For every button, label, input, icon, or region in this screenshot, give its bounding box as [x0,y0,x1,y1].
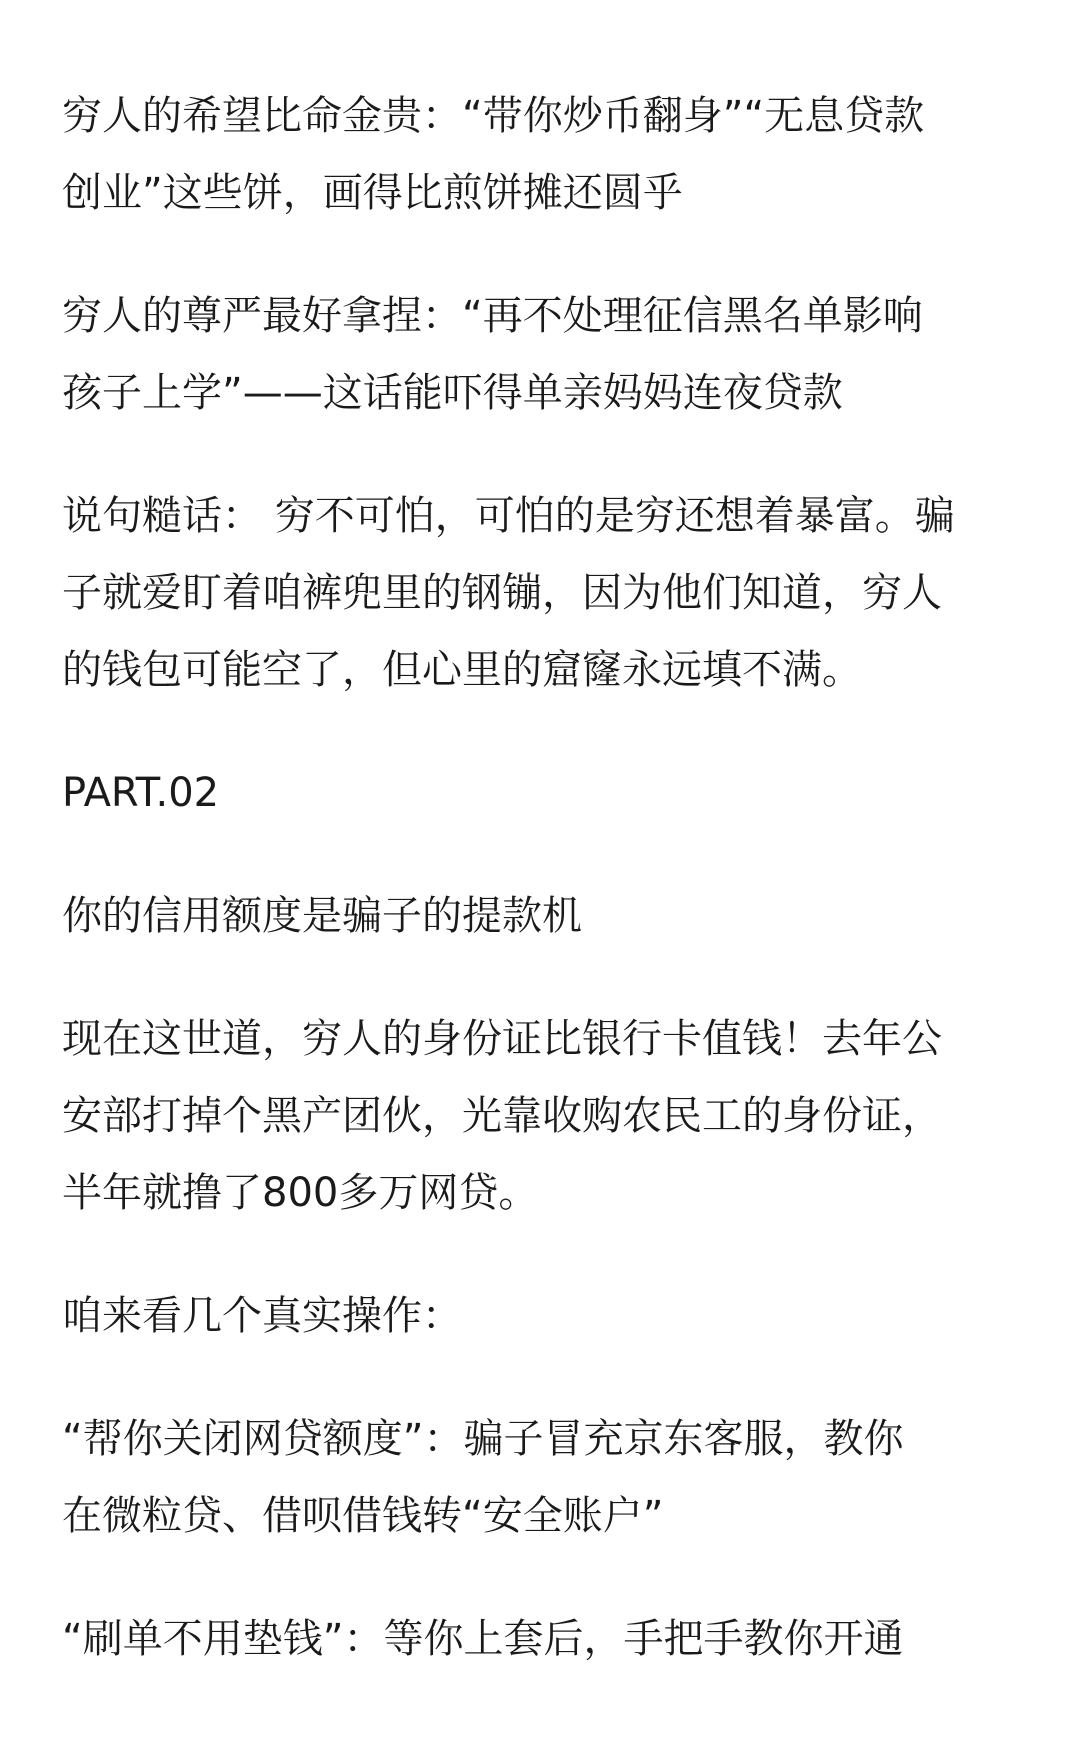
paragraph-gap [62,232,1022,278]
paragraph-gap [62,955,1022,1001]
text-line: 咱来看几个真实操作： [62,1293,462,1339]
text-line: 现在这世道，穷人的身份证比银行卡值钱！去年公 [62,1016,942,1062]
paragraph-blunt-truth [62,478,1022,709]
paragraph-gap [62,1232,1022,1278]
text-line: 在微粒贷、借呗借钱转“安全账户” [62,1493,664,1539]
paragraph-brushing [62,1601,1022,1678]
paragraph-dignity [62,278,1022,432]
article-body [62,78,1022,1678]
text-line: 的钱包可能空了，但心里的窟窿永远填不满。 [62,647,862,693]
section-label [62,755,1022,832]
paragraph-id-card [62,1001,1022,1232]
text-line: 说句糙话： 穷不可怕，可怕的是穷还想着暴富。骗 [62,493,955,539]
paragraph-gap [62,1555,1022,1601]
text-line: 创业”这些饼，画得比煎饼摊还圆乎 [62,170,683,216]
text-line: 穷人的尊严最好拿捏：“再不处理征信黑名单影响 [62,293,923,339]
text-line: PART.02 [62,770,220,816]
text-line: 穷人的希望比命金贵：“带你炒币翻身”“无息贷款 [62,93,925,139]
text-line: 安部打掉个黑产团伙，光靠收购农民工的身份证， [62,1093,942,1139]
text-line: “帮你关闭网贷额度”：骗子冒充京东客服，教你 [62,1416,904,1462]
paragraph-gap [62,709,1022,755]
paragraph-gap [62,1355,1022,1401]
paragraph-close-loan [62,1401,1022,1555]
paragraph-gap [62,432,1022,478]
text-line: 你的信用额度是骗子的提款机 [62,893,582,939]
text-line: 子就爱盯着咱裤兜里的钢镚，因为他们知道，穷人 [62,570,942,616]
paragraph-gap [62,832,1022,878]
paragraph-real-cases [62,1278,1022,1355]
text-line: 孩子上学”——这话能吓得单亲妈妈连夜贷款 [62,370,843,416]
text-line: 半年就撸了800多万网贷。 [62,1170,539,1216]
text-line: “刷单不用垫钱”：等你上套后，手把手教你开通 [62,1616,904,1662]
section-title [62,878,1022,955]
paragraph-hope [62,78,1022,232]
